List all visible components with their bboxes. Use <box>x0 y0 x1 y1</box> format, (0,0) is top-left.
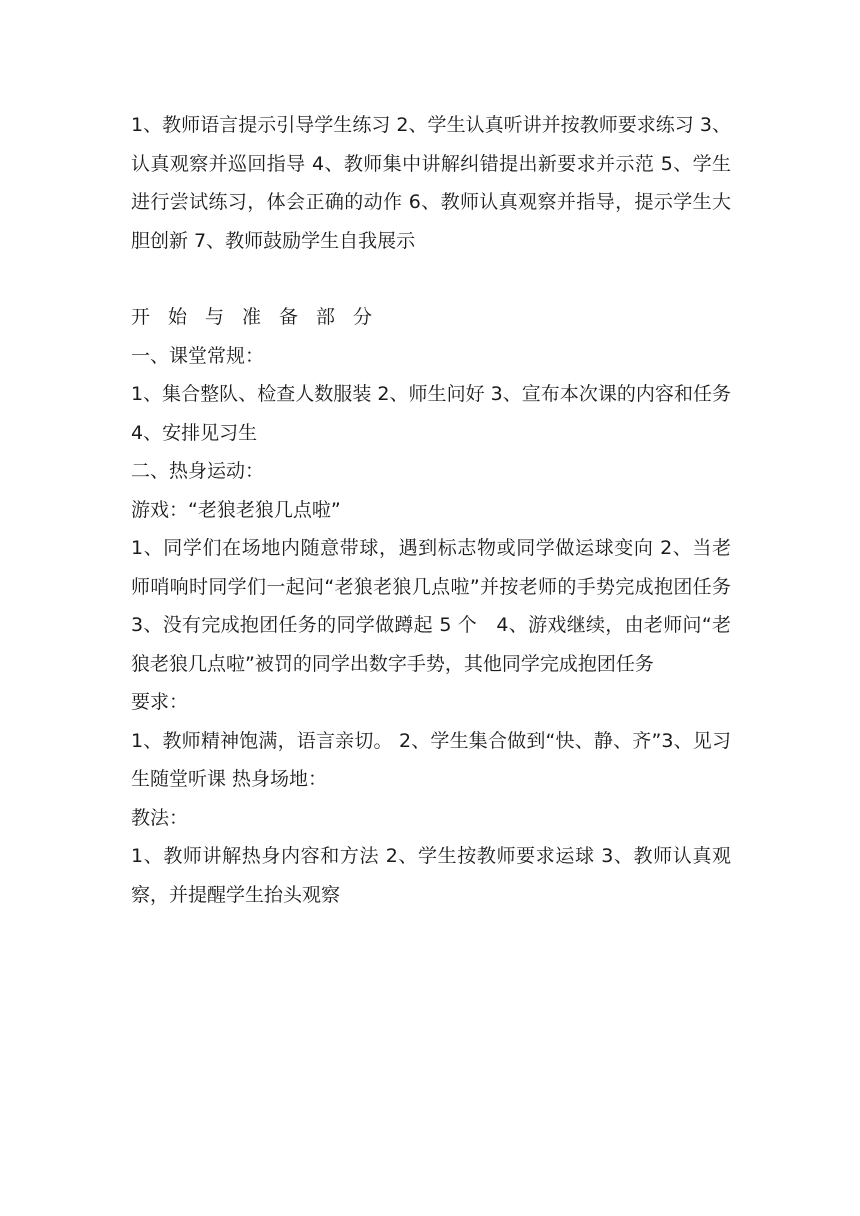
document-body <box>131 106 751 914</box>
requirements-heading: 要求： <box>131 691 189 713</box>
routine-paragraph: 1、集合整队、检查人数服装 2、师生问好 3、宣布本次课的内容和任务 4、安排见习生 <box>131 383 731 444</box>
section-title: 开始与准备部分 <box>131 306 391 328</box>
method-paragraph: 1、教师讲解热身内容和方法 2、学生按教师要求运球 3、教师认真观察，并提醒学生抬头观察 <box>131 845 731 906</box>
requirements-paragraph: 1、教师精神饱满，语言亲切。 2、学生集合做到“快、静、齐”3、见习生随堂听课 热身场地： <box>131 729 731 790</box>
game-paragraph: 1、同学们在场地内随意带球，遇到标志物或同学做运球变向 2、当老师哨响时同学们一起问“老狼老狼几点啦”并按老师的手势完成抱团任务 3、没有完成抱团任务的同学做蹲起 5 个 4、游戏继续，由老师问“老狼老狼几点啦”被罚的同学出数字手势，其他同学完成抱团任务 <box>131 537 751 675</box>
game-title: 游戏：“老狼老狼几点啦” <box>131 498 341 521</box>
warmup-heading: 二、热身运动： <box>131 460 265 482</box>
routine-heading: 一、课堂常规： <box>131 344 265 367</box>
intro-paragraph: 1、教师语言提示引导学生练习 2、学生认真听讲并按教师要求练习 3、认真观察并巡回指导 4、教师集中讲解纠错提出新要求并示范 5、学生进行尝试练习，体会正确的动作 6、教师认真观察并指导，提示学生大胆创新 7、教师鼓励学生自我展示 <box>131 114 731 252</box>
method-heading: 教法： <box>131 806 189 829</box>
